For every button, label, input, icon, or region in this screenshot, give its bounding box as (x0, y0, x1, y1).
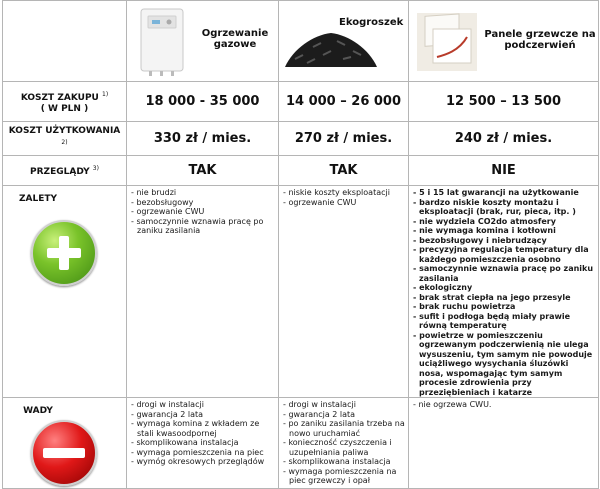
purchase-infrared: 12 500 – 13 500 (409, 82, 599, 122)
header-empty-cell (3, 1, 127, 82)
gas-boiler-icon (139, 7, 185, 77)
row-pros (3, 186, 599, 398)
infrared-name: Panele grzewcze na podczerwień (484, 29, 596, 51)
header-infrared (409, 1, 599, 82)
cons-label-cell (3, 398, 127, 489)
purchase-label-cell (3, 82, 127, 122)
list-item: - brak ruchu powietrza (413, 302, 595, 312)
purchase-label: KOSZT ZAKUPU (20, 92, 99, 103)
heating-comparison-table (2, 0, 599, 489)
list-item: - ogrzewanie CWU (131, 207, 275, 217)
header-coal (279, 1, 409, 82)
inspections-label: PRZEGLĄDY (30, 167, 90, 177)
cons-gas-cell (127, 398, 279, 489)
list-item: - wymaga pomieszczenia na piec grzewczy i opał (283, 467, 405, 486)
pros-label-cell (3, 186, 127, 398)
cons-label: WADY (23, 406, 53, 416)
inspections-note: 3) (92, 165, 99, 172)
list-item: - po zaniku zasilania trzeba na nowo uruchamiać (283, 419, 405, 438)
list-item: - 5 i 15 lat gwarancji na użytkowanie (413, 188, 595, 198)
list-item: - ogrzewanie CWU (283, 198, 405, 208)
usage-label: KOSZT UŻYTKOWANIA (8, 125, 121, 136)
list-item: - brak strat ciepła na jego przesyle (413, 293, 595, 303)
usage-label-cell (3, 122, 127, 156)
list-item: - bezobsługowy i niebrudzący (413, 236, 595, 246)
list-item: - samoczynnie wznawia pracę po zaniku zasilania (131, 217, 275, 236)
list-item: - sufit i podłoga będą miały prawie równą temperaturę (413, 312, 595, 331)
list-item: - bardzo niskie koszty montażu i eksploatacji (brak, rur, pieca, itp. ) (413, 198, 595, 217)
row-purchase (3, 82, 599, 122)
list-item: - powietrze w pomieszczeniu ogrzewanym podczerwienią nie ulega wysuszeniu, tym samym nie powoduje uciążliwego wysychania śluzówki nosa, wspomagając tym samym procesie zdrowienia przy przeziębieniach i katarze (413, 331, 595, 398)
usage-note: 2) (61, 138, 68, 146)
infrared-panel-icon (415, 11, 479, 73)
list-item: - wymaga pomieszczenia na piec (131, 448, 275, 458)
list-item: - skomplikowana instalacja (283, 457, 405, 467)
purchase-note: 1) (102, 90, 109, 98)
pros-infrared-list (409, 186, 598, 397)
cons-coal-list (279, 398, 408, 486)
pros-infrared-cell (409, 186, 599, 398)
inspections-gas: TAK (127, 156, 279, 186)
list-item: - nie wymaga komina i kotłowni (413, 226, 595, 236)
pros-coal-cell (279, 186, 409, 398)
purchase-unit: ( W PLN ) (40, 103, 89, 114)
coal-name: Ekogroszek (339, 17, 404, 28)
list-item: - gwarancja 2 lata (283, 410, 405, 420)
list-item: - nie ogrzewa CWU. (413, 400, 595, 410)
list-item: - drogi w instalacji (131, 400, 275, 410)
list-item: - gwarancja 2 lata (131, 410, 275, 420)
purchase-coal: 14 000 – 26 000 (279, 82, 409, 122)
inspections-label-cell (3, 156, 127, 186)
usage-coal: 270 zł / mies. (279, 122, 409, 156)
list-item: - konieczność czyszczenia i uzupełniania paliwa (283, 438, 405, 457)
inspections-infrared: NIE (409, 156, 599, 186)
pros-label: ZALETY (18, 194, 58, 204)
cons-coal-cell (279, 398, 409, 489)
list-item: - nie wydziela CO2do atmosfery (413, 217, 595, 227)
cons-gas-list (127, 398, 278, 467)
list-item: - ekologiczny (413, 283, 595, 293)
coal-pile-icon (283, 29, 379, 69)
header-row (3, 1, 599, 82)
pros-coal-list (279, 186, 408, 207)
list-item: - wymóg okresowych przeglądów (131, 457, 275, 467)
usage-gas: 330 zł / mies. (127, 122, 279, 156)
list-item: - wymaga komina z wkładem ze stali kwasoodpornej (131, 419, 275, 438)
cons-infrared-list (409, 398, 598, 410)
plus-icon (31, 220, 97, 286)
gas-name: Ogrzewanie gazowe (201, 28, 269, 50)
list-item: - precyzyjna regulacja temperatury dla każdego pomieszczenia osobno (413, 245, 595, 264)
cons-infrared-cell (409, 398, 599, 489)
pros-gas-list (127, 186, 278, 236)
list-item: - niskie koszty eksploatacji (283, 188, 405, 198)
row-usage (3, 122, 599, 156)
minus-icon (31, 420, 97, 486)
list-item: - samoczynnie wznawia pracę po zaniku zasilania (413, 264, 595, 283)
list-item: - nie brudzi (131, 188, 275, 198)
list-item: - bezobsługowy (131, 198, 275, 208)
list-item: - skomplikowana instalacja (131, 438, 275, 448)
row-cons (3, 398, 599, 489)
header-gas (127, 1, 279, 82)
pros-gas-cell (127, 186, 279, 398)
list-item: - drogi w instalacji (283, 400, 405, 410)
usage-infrared: 240 zł / mies. (409, 122, 599, 156)
row-inspections (3, 156, 599, 186)
purchase-gas: 18 000 - 35 000 (127, 82, 279, 122)
inspections-coal: TAK (279, 156, 409, 186)
